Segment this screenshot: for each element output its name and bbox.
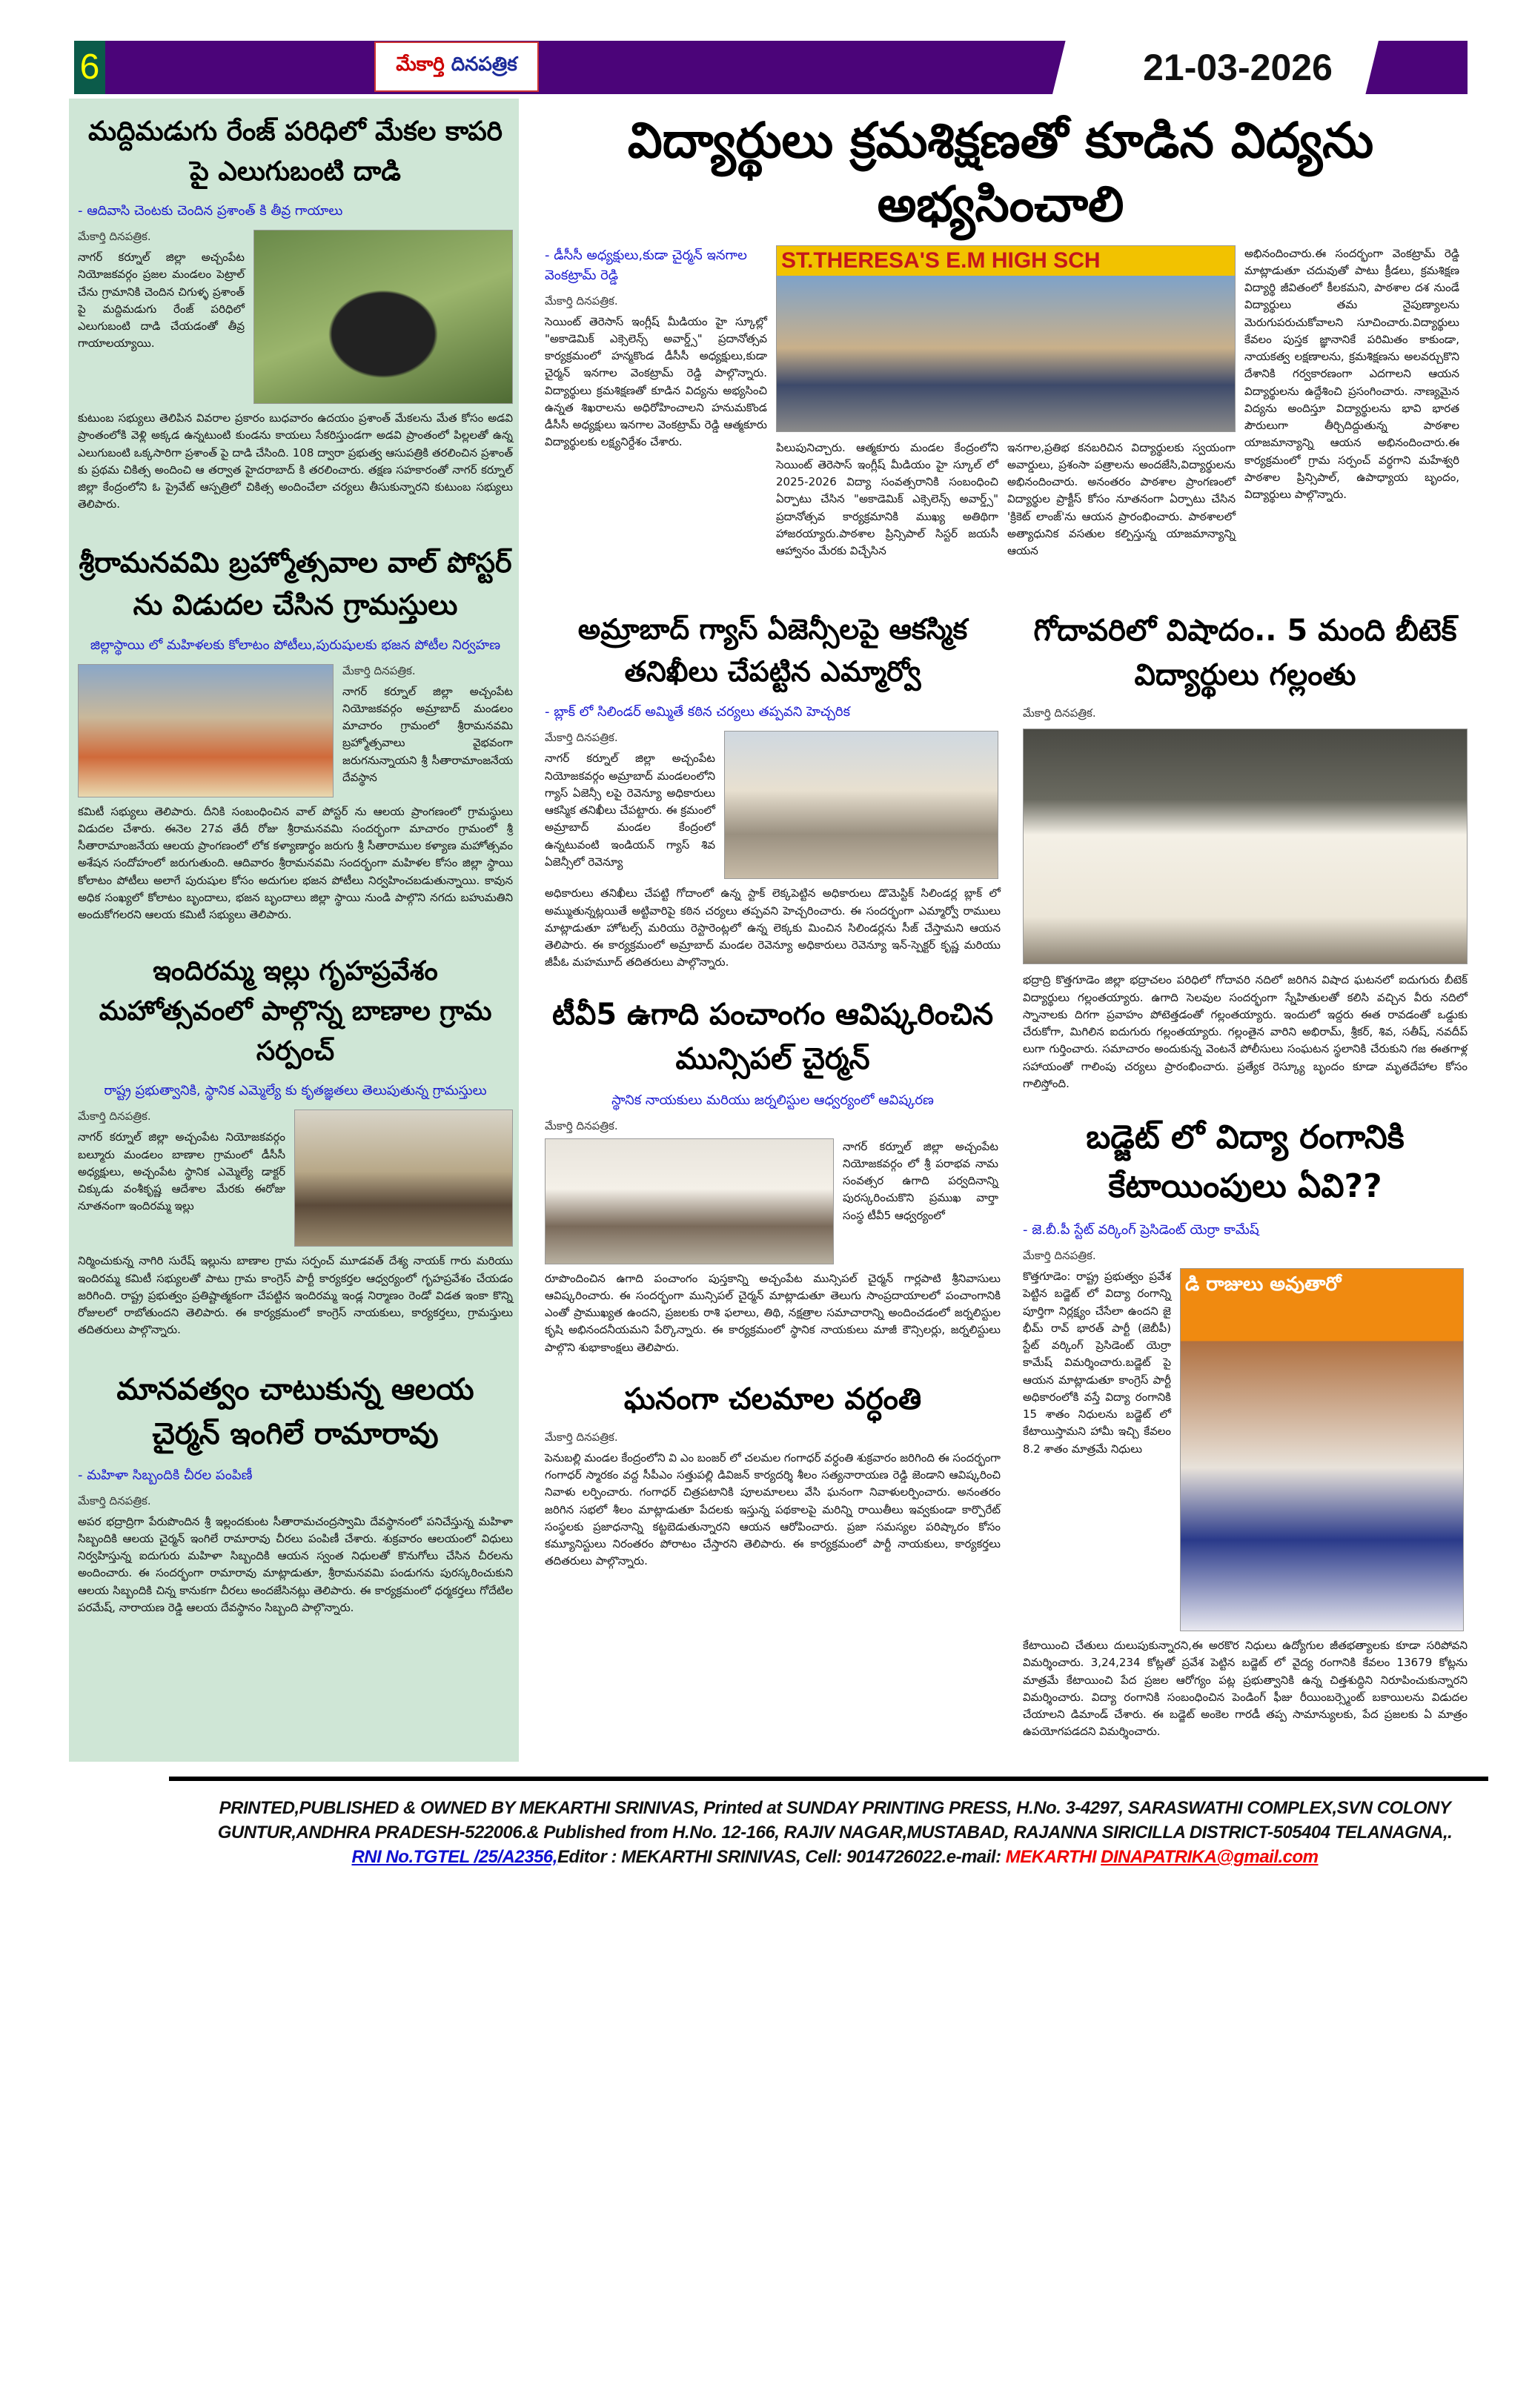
- article-byline: మేకార్తి దినపత్రిక.: [1023, 1249, 1096, 1263]
- left-column: [69, 99, 519, 1762]
- article-headline: శ్రీరామనవమి బ్రహ్మోత్సవాల వాల్ పోస్టర్ ను విడుదల చేసిన గ్రామస్తులు: [79, 545, 512, 621]
- main-area: [534, 99, 1468, 1762]
- imprint-line-2: GUNTUR,ANDHRA PRADESH-522006.& Published from H.No. 12-166, RAJIV NAGAR,MUSTABAD, RAJANNA SIRICILLA DISTRICT-505404 TELANAGNA,.: [217, 1822, 1453, 1843]
- article-body: కమిటీ సభ్యులు తెలిపారు. దీనికి సంబంధించిన వాల్ పోస్టర్ ను ఆలయ ప్రాంగణంలో గ్రామస్థులు విడుదల చేశారు. ఈనెల 27వ తేదీ రోజు శ్రీరామనవమి సందర్భంగా మాచారం గ్రామంలో శ్రీ సీతారామాంజనేయ ఆలయ ప్రాంగణంలో లోక కళ్యాణార్థం జరుగు శ్రీ సీతారాముల కళ్యాణ మహోత్సవం అశేషన సందోహంలో జరుగుతుంది. ఆదివారం శ్రీరామనవమి సందర్భంగా మహిళల కోసం జిల్లా స్థాయి కోలాటం పోటీలు అలాగే పురుషుల కోసం అదుగుల భజన పోటీలు నిర్వహించబడుతున్నాయి. కావున అధిక సంఖ్యలో కోలాటం బృందాలు, భజన బృందాలు జిల్లా స్థాయి నుండి పాల్గొని నగదు బహుమతిని అందుకోగలరని ఆలయ కమిటీ సభ్యులు తెలిపారు.: [78, 804, 513, 921]
- article-byline: మేకార్తి దినపత్రిక.: [78, 1493, 151, 1508]
- godavari-tragedy-article: [1023, 608, 1468, 1092]
- article-body: కొత్తగూడెం: రాష్ట్ర ప్రభుత్వం ప్రవేశ పెట్టిన బడ్జెట్ లో విద్యా రంగాన్ని పూర్తిగా నిర్లక్ష్యం చేసేలా ఉందని జై భీమ్ రావ్ భారత్ పార్టీ (జెబీపీ) స్టేట్ వర్కింగ్ ప్రెసిడెంట్ యెర్రా కామేష్ విమర్శించారు.బడ్జెట్ పై ఆయన మాట్లాడుతూ కాంగ్రెస్ పార్టీ అధికారంలోకి వస్తే విద్యా రంగానికి 15 శాతం నిధులను బడ్జెట్ లో కేటాయిస్తామని హామీ ఇచ్చి కేవలం 8.2 శాతం మాత్రమే నిధులు: [1023, 1270, 1171, 1456]
- lead-subhead: - డీసీసీ అధ్యక్షులు,కుడా చైర్మన్ ఇనగాల వెంకట్రామ్ రెడ్డి: [545, 247, 747, 283]
- gas-agency-article: [545, 608, 1001, 971]
- article-body: భద్రాద్రి కొత్తగూడెం జిల్లా భద్రాచలం పరిధిలో గోదావరి నదిలో జరిగిన విషాద ఘటనలో ఐదుగురు బీటెక్ విద్యార్థులు గల్లంతయ్యారు. ఉగాది సెలవుల సందర్భంగా స్నేహితులతో కలిసి వచ్చిన వీరు నదిలో స్నానాలకు దిగగా ప్రవాహం పోటెత్తడంతో గల్లంతయ్యారు. ఇందులో ఇద్దరు ఈత రావడంతో ఒడ్డుకు చేరుకోగా, మిగిలిన ఐదుగురు గల్లంతయ్యారు. గల్లంతైన వారిని అభిరామ్, శ్రీకర్, శివ, సతీష్, నవదీప్ లుగా గుర్తించారు. సమాచారం అందుకున్న వెంటనే పోలీసులు సంఘటన స్థలానికి చేరుకుని గజ ఈతగాళ్ల సహాయంతో గాలింపు చర్యలు ప్రారంభించారు. ప్రత్యేక రెస్క్యూ బృందం కూడా మృతదేహాల కోసం గాలిస్తోంది.: [1023, 973, 1468, 1090]
- article-body: కుటుంబ సభ్యులు తెలిపిన వివరాల ప్రకారం బుధవారం ఉదయం ప్రశాంత్ మేకలను మేత కోసం అడవి ప్రాంతంలోకి వెళ్లి అక్కడ ఉన్నటుంటి కుండను కాయలు సేకరిస్తుండగా అడవి ప్రాంతంలో పిల్లలతో ఉన్న ఎలుగుబంటి ఒక్కసారిగా ప్రశాంత్ పై దాడి చేసింది. 108 ద్వారా ప్రభుత్వ ఆసుపత్రికి తరలించిన ప్రశాంత్ కు ప్రథమ చికిత్స అందించి ఆ తర్వాత హైదరాబాద్ కి తరలించారు. తక్షణ సహకారంతో నాగర్ కర్నూల్ జిల్లా కేంద్రంలోని ఓ ప్రైవేట్ ఆస్పత్రిలో చికిత్స అందించేలా చర్యలు తీసుకున్నారని కుటుంబ సభ్యులు తెలిపారు.: [78, 411, 513, 511]
- indiramma-house-article: [78, 944, 513, 1339]
- article-body: నిర్మించుకున్న నాగిరి సురేష్ ఇల్లును బాణాల గ్రామ సర్పంచ్ మూడవత్ దేశ్య నాయక్ గారు మరియు ఇందిరమ్మ కమిటీ సభ్యులతో పాటు గ్రామ కాంగ్రెస్ పార్టీ కార్యకర్తల ఆధ్వర్యంలో గృహప్రవేశం చేయడం జరిగింది. రాష్ట్ర ప్రభుత్వం ప్రతిష్టాత్మకంగా చేపట్టిన ఇందిరమ్మ ఇండ్ల నిర్మాణం రెండో విడత ఇంకా కొన్ని రోజులలో రాబోతుందని తెలిపారు. ఈ కార్యక్రమంలో కాంగ్రెస్ నాయకులు, కార్యకర్తలు, గ్రామస్తులు తదితరులు పాల్గొన్నారు.: [78, 1254, 513, 1337]
- article-body: అధికారులు తనిఖీలు చేపట్టి గోదాంలో ఉన్న స్టాక్ లెక్కపెట్టిన అధికారులు డొమెస్టిక్ సిలిండర్ల బ్లాక్ లో అమ్ముతున్నట్లయితే అట్టివారిపై కఠిన చర్యలు తప్పవని హెచ్చరించారు. ఈ సందర్భంగా ఎమ్మార్వో రాములు మాట్లాడుతూ హోటల్స్ మరియు రెస్టారెంట్లలో ఉన్న లెక్కకు మించిన సిలిండర్లను సీజ్ చేస్తామని ఆయన తెలిపారు. ఈ కార్యక్రమంలో అమ్రాబాద్ మండల రెవెన్యూ అధికారులు రెవెన్యూ ఇన్-స్పెక్టర్ కృష్ణ మరియు జీపీఓ మహమూద్ తదితరులు పాల్గొన్నారు.: [545, 886, 1001, 969]
- article-headline: అమ్రాబాద్ గ్యాస్ ఏజెన్సీలపై ఆకస్మిక తనిఖీలు చేపట్టిన ఎమ్మార్వో: [577, 613, 968, 689]
- article-lead-row: [78, 1110, 513, 1247]
- imprint-line-1: PRINTED,PUBLISHED & OWNED BY MEKARTHI SRINIVAS, Printed at SUNDAY PRINTING PRESS, H.No. 3-4297, SARASWATHI COMPLEX,SVN COLONY: [219, 1797, 1451, 1818]
- article-body: పెనుబల్లి మండల కేంద్రంలోని వి ఎం బంజర్ లో చలమల గంగాధర్ వర్ధంతి శుక్రవారం జరిగింది ఈ సందర్భంగా గంగాధర్ స్మారకం వద్ద సీపీఎం సత్తుపల్లి డివిజన్ కార్యదర్శి శీలం సత్యనారాయణ రెడ్డి జెండాని ఆవిష్కరించి నివాళు లర్పించారు. గంగాధర్ చిత్రపటానికి పూలమాలలు వేసి ఘనంగా నివాళులర్పించారు. అనంతరం జరిగిన సభలో శీలం మాట్లాడుతూ పేదలకు ఇస్తున్న పథకాలపై మరిన్ని రాయితీలు ఇవ్వకుండా కార్పొరేట్ సంస్థలకు ప్రజాధనాన్ని కట్టబెడుతున్నారని ఆయన ఆరోపించారు. ప్రజా సమస్యల పరిష్కారం కోసం కమ్యూనిస్టులు నిరంతరం పోరాటం చేస్తారని తెలిపారు. ఈ కార్యక్రమంలో పార్టీ నాయకులు, కార్యకర్తలు తదితరులు పాల్గొన్నారు.: [545, 1450, 1001, 1568]
- article-body: నాగర్ కర్నూల్ జిల్లా అచ్చంపేట నియోజకవర్గం అమ్రాబాద్ మండలంలోని గ్యాస్ ఏజెన్సీ లపై రెవెన్యూ అధికారులు ఆకస్మిక తనిఖీలు చేపట్టారు. ఈ క్రమంలో అమ్రాబాద్ మండల కేంద్రంలో ఉన్నటువంటి ఇండియన్ గ్యాస్ శివ ఏజెన్సీలో రెవెన్యూ: [545, 752, 715, 869]
- article-byline: మేకార్తి దినపత్రిక.: [342, 663, 416, 677]
- lead-article: [534, 99, 1468, 565]
- article-body: నాగర్ కర్నూల్ జిల్లా అచ్చంపేట నియోజకవర్గం అమ్రాబాద్ మండలం మాచారం గ్రామంలో శ్రీరామనవమి బ్రహ్మోత్సవాలు వైభవంగా జరుగనున్నాయని శ్రీ సీతారామాంజనేయ దేవస్థాన: [342, 684, 513, 784]
- article-lead-row: [545, 1138, 1001, 1264]
- article-headline: గోదావరిలో విషాదం.. 5 మంది బీటెక్ విద్యార్థులు గల్లంతు: [1033, 614, 1457, 693]
- temple-chairman-article: [78, 1360, 513, 1617]
- school-banner-text: ST.THERESA'S E.M HIGH SCH: [781, 248, 1101, 273]
- article-body: ఇనగాల,ప్రతిభ కనబరిచిన విద్యార్థులకు స్వయంగా అవార్డులు, ప్రశంసా పత్రాలను అందజేసి,విద్యార్థులను అభినందించారు. అనంతరం పాఠశాల ప్రాంగణంలో విద్యార్థుల ప్రాక్టీస్ కోసం నూతనంగా ఏర్పాటు చేసిన 'క్రికెట్ లాంజ్'ను ఆయన ప్రారంభించారు. పాఠశాలలో అత్యాధునిక వసతుల కల్పిస్తున్న యాజమాన్యాన్ని ఆయన: [1007, 440, 1236, 558]
- panchangam-release-photo: [545, 1138, 834, 1264]
- article-subhead: జిల్లాస్థాయి లో మహిళలకు కోలాటం పోటీలు,పురుషులకు భజన పోటీల నిర్వహణ: [90, 637, 501, 653]
- email-part: MEKARTHI: [1005, 1846, 1101, 1867]
- lead-headline: విద్యార్థులు క్రమశిక్షణతో కూడిన విద్యను అభ్యసించాలి: [627, 112, 1374, 233]
- footer: [69, 1777, 1532, 1891]
- footer-rule: [169, 1777, 1488, 1781]
- article-byline: మేకార్తి దినపత్రిక.: [545, 1430, 618, 1444]
- article-byline: మేకార్తి దినపత్రిక.: [545, 293, 618, 308]
- article-headline: టీవీ5 ఉగాది పంచాంగం ఆవిష్కరించిన మున్సిపల్ చైర్మన్: [551, 997, 994, 1076]
- article-byline: మేకార్తి దినపత్రిక.: [1023, 706, 1096, 720]
- article-body: నాగర్ కర్నూల్ జిల్లా అచ్చంపేట నియోజకవర్గం ప్రజల మండలం పెట్రాల్ చేను గ్రామానికి చెందిన చిగుళ్ళ ప్రశాంత్ పై మద్దిమడుగు రేంజ్ పరిధిలో ఎలుగుబంటి దాడి చేయడంతో తీవ్ర గాయాలయ్యాయి.: [78, 251, 245, 351]
- gas-agency-inspection-photo: [724, 731, 998, 879]
- lead-row: [534, 245, 1468, 566]
- article-subhead: - ఆదివాసి చెంటకు చెందిన ప్రశాంత్ కి తీవ్ర గాయాలు: [78, 203, 343, 219]
- editor-contact: Editor : MEKARTHI SRINIVAS, Cell: 9014726022.e-mail:: [557, 1846, 1006, 1867]
- article-body: నాగర్ కర్నూల్ జిల్లా అచ్చంపేట నియోజకవర్గం లో శ్రీ పరాభవ నామ సంవత్సర ఉగాది పర్వదినాన్ని పురస్కరించుకొని ప్రముఖ వార్తా సంస్థ టీవీ5 ఆధ్వర్యంలో: [843, 1139, 998, 1222]
- article-byline: మేకార్తి దినపత్రిక.: [545, 1118, 618, 1132]
- sriramanavami-article: [78, 534, 513, 924]
- article-subhead: రాష్ట్ర ప్రభుత్వానికి, స్థానిక ఎమ్మెల్యే కు కృతజ్ఞతలు తెలుపుతున్న గ్రామస్తులు: [104, 1083, 487, 1099]
- article-body: రూపొందించిన ఉగాది పంచాంగం పుస్తకాన్ని అచ్చంపేట మున్సిపల్ చైర్మన్ గార్లపాటి శ్రీనివాసులు ఆవిష్కరించారు. ఈ సందర్భంగా మున్సిపల్ చైర్మన్ మాట్లాడుతూ తెలుగు సాంప్రదాయాలలో పంచాంగానికి ఎంతో ప్రాముఖ్యత ఉందని, ప్రజలకు రాశి ఫలాలు, తిథి, నక్షత్రాల సమాచారాన్ని అందించడంలో జర్నలిస్టుల కృషి అభినందనీయమని పేర్కొన్నారు. ఈ కార్యక్రమంలో స్థానిక నాయకులు మాజీ కౌన్సిలర్లు, జర్నలిస్టులు పాల్గొని శుభాకాంక్షలు తెలిపారు.: [545, 1271, 1001, 1354]
- article-body: అభినందించారు.ఈ సందర్భంగా వెంకట్రామ్ రెడ్డి మాట్లాడుతూ చదువుతో పాటు క్రీడలు, క్రమశిక్షణ విద్యార్థి జీవితంలో కీలకమని, పాఠశాల దశ నుండే విద్యార్థులు తమ నైపుణ్యాలను మెరుగుపరుచుకోవాలని సూచించారు.విద్యార్థులు కేవలం పుస్తక జ్ఞానానికే పరిమితం కాకుండా, నాయకత్వ లక్షణాలను, క్రమశిక్షణను అలవర్చుకొని దేశానికి గర్వకారణంగా ఎదగాలని ఆయన విద్యార్థులను ఉద్దేశించి ప్రసంగించారు. నాణ్యమైన విద్యను అందిస్తూ విద్యార్థులను భావి భారత పౌరులుగా తీర్చిదిద్దుతున్న పాఠశాల యాజమాన్యాన్ని ఆయన అభినందించారు.ఈ కార్యక్రమంలో గ్రామ సర్పంచ్ వర్థగాని మహేశ్వరి పాఠశాల ప్రిన్సిపాల్, ఉపాధ్యాయ బృందం, విద్యార్థులు పాల్గొన్నారు.: [1244, 246, 1459, 502]
- chalamala-anniversary-article: [545, 1377, 1001, 1570]
- newspaper-logo: మేకార్తి దినపత్రిక: [374, 42, 539, 92]
- lower-columns: [534, 601, 1468, 1761]
- article-subhead: - మహిళా సిబ్బందికి చీరల పంపిణీ: [78, 1467, 253, 1483]
- article-subhead: - బ్లాక్ లో సిలిండర్ అమ్మితే కఠిన చర్యలు తప్పవని హెచ్చరిక: [545, 704, 850, 720]
- article-lead-row: [78, 664, 513, 797]
- poster-release-photo: [78, 664, 334, 797]
- article-subhead: - జె.బీ.పీ స్టేట్ వర్కింగ్ ప్రెసిడెంట్ యెర్రా కామేష్: [1023, 1222, 1259, 1238]
- article-byline: మేకార్తి దినపత్రిక.: [78, 230, 151, 243]
- right-column: [1023, 601, 1468, 1761]
- speaker-photo: [1180, 1268, 1464, 1631]
- article-lead-row: [1023, 1268, 1468, 1631]
- article-headline: మానవత్వం చాటుకున్న ఆలయ చైర్మన్ ఇంగిలే రామారావు: [116, 1372, 474, 1451]
- article-body: కేటాయించి చేతులు దులుపుకున్నారని,ఈ అరకొర నిధులు ఉద్యోగుల జీతభత్యాలకు కూడా సరిపోవని విమర్శించారు. 3,24,234 కోట్లతో ప్రవేశ పెట్టిన బడ్జెట్ లో వైద్య రంగానికి కేవలం 13679 కోట్లను మాత్రమే కేటాయించి పేద ప్రజల ఆరోగ్యం పట్ల ప్రభుత్వానికి ఉన్న చిత్తశుద్ధిని నిరూపించుకున్నారని విమర్శించారు. విద్యా రంగానికి సంబంధించిన పెండింగ్ ఫీజు రీయింబర్స్మెంట్ బకాయిలను విడుదల చేయాలని డిమాండ్ చేశారు. ఈ బడ్జెట్ అంకెల గారడీ తప్ప సామాన్యులకు, పేద ప్రజలకు ఏ మాత్రం ఉపయోగపడదని విమర్శించారు.: [1023, 1639, 1468, 1739]
- article-lead-row: [78, 230, 513, 404]
- page-columns: [69, 99, 1468, 1762]
- article-body: సెయింట్ తెరెసాస్ ఇంగ్లీష్ మీడియం హై స్కూల్లో "అకాడెమిక్ ఎక్సెలెన్స్ అవార్డ్స్" ప్రదానోత్సవ కార్యక్రమంలో హన్మకొండ డీసీసీ అధ్యక్షులు,కుడా చైర్మన్ ఇనగాల వెంకట్రామ్ రెడ్డి పాల్గొన్నారు. విద్యార్థులు క్రమశిక్షణతో కూడిన విద్యను అభ్యసించి ఉన్నత శిఖరాలను అధిరోహించాలని హనుమకొండ డీసీసీ అధ్యక్షులు ఇనగాల వెంకట్రామ్ రెడ్డి ఆత్మకూరు విద్యార్థులకు లక్ష్యనిర్దేశం చేశారు.: [545, 314, 767, 449]
- article-body: నాగర్ కర్నూల్ జిల్లా అచ్చంపేట నియోజకవర్గం బల్మూరు మండలం బాణాల గ్రామంలో డీసీసీ అధ్యక్షులు, అచ్చంపేట స్థానిక ఎమ్మెల్యే డాక్టర్ చిక్కుడు వంశీకృష్ణ ఆదేశాల మేరకు ఈరోజు నూతనంగా ఇందిరమ్మ ఇల్లు: [78, 1130, 285, 1213]
- article-headline: బడ్జెట్ లో విద్యా రంగానికి కేటాయింపులు ఏవి??: [1086, 1118, 1405, 1206]
- page-number: 6: [74, 41, 105, 94]
- bear-photo: [253, 230, 513, 404]
- article-byline: మేకార్తి దినపత్రిక.: [545, 731, 618, 745]
- poster-text: డి రాజులు అవుతారో: [1185, 1273, 1342, 1296]
- students-photo: [1023, 729, 1468, 964]
- article-lead-row: [545, 731, 1001, 879]
- lead-body-row: [776, 440, 1236, 560]
- email-link[interactable]: DINAPATRIKA@gmail.com: [1101, 1846, 1319, 1867]
- article-body: అపర భద్రాద్రిగా పేరుపొందిన శ్రీ ఇల్లందకుంట సీతారామచంద్రస్వామి దేవస్థానంలో పనిచేస్తున్న మహిళా సిబ్బందికి ఆలయ చైర్మన్ ఇంగిలే రామారావు చీరలు పంపిణీ చేశారు. శుక్రవారం ఆలయంలో విధులు నిర్వహిస్తున్న ఐదుగురు మహిళా సిబ్బందికి ఆయన స్వంత నిధులతో కొనుగోలు చేసిన చీరలను అందించారు. ఈ సందర్భంగా రామారావు మాట్లాడుతూ, శ్రీరామనవమి పండుగను పురస్కరించుకుని ఆలయ సిబ్బందికి చిన్న కానుకగా చీరలు అందజేసినట్లు తెలిపారు. ఈ కార్యక్రమంలో ధర్మకర్తలు గోదేటిల పరమేష్, నారాయణ రెడ్డి ఆలయ దేవస్థానం సిబ్బంది పాల్గొన్నారు.: [78, 1514, 513, 1614]
- rni-number: RNI No.TGTEL /25/A2356,: [351, 1846, 557, 1867]
- house-warming-photo: [294, 1110, 513, 1247]
- article-headline: మద్దిమడుగు రేంజ్ పరిధిలో మేకల కాపరి పై ఎలుగుబంటి దాడి: [87, 116, 503, 187]
- article-headline: ఘనంగా చలమాల వర్ధంతి: [623, 1382, 922, 1416]
- middle-column: [534, 601, 1008, 1591]
- article-headline: ఇందిరమ్మ ఇల్లు గృహప్రవేశం మహోత్సవంలో పాల్గొన్న బాణాల గ్రామ సర్పంచ్: [99, 956, 492, 1067]
- budget-education-article: [1023, 1113, 1468, 1741]
- school-awards-photo: [776, 245, 1236, 432]
- article-body: పిలుపునిచ్చారు. ఆత్మకూరు మండల కేంద్రంలోని సెయింట్ తెరెసాస్ ఇంగ్లీష్ మీడియం హై స్కూల్ లో 2025-2026 విద్యా సంవత్సరానికి సంబంధించి ఏర్పాటు చేసిన "అకాడెమిక్ ఎక్సెలెన్స్ అవార్డ్స్" ప్రదానోత్సవ కార్యక్రమానికి ముఖ్య అతిథిగా హాజరయ్యారు.పాఠశాల ప్రిన్సిపాల్ సిస్టర్ జయసీ ఆహ్వానం మేరకు విచ్చేసిన: [776, 440, 998, 558]
- issue-date: 21-03-2026: [1143, 47, 1333, 88]
- panchangam-article: [545, 992, 1001, 1356]
- bear-attack-article: [78, 105, 513, 514]
- article-byline: మేకార్తి దినపత్రిక.: [78, 1110, 151, 1124]
- imprint-line-3: [143, 1845, 1527, 1869]
- article-subhead: స్థానిక నాయకులు మరియు జర్నలిస్టుల ఆధ్వర్యంలో ఆవిష్కరణ: [611, 1092, 934, 1108]
